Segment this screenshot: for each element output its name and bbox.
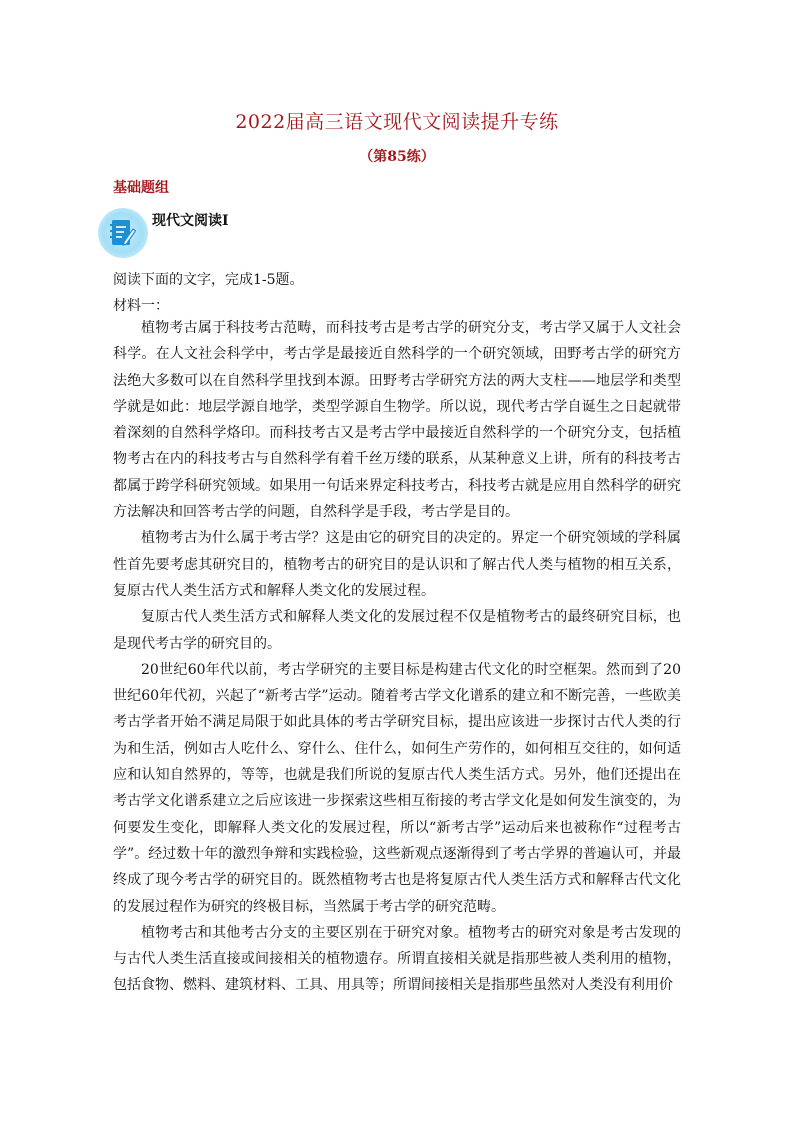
section-heading: 基础题组 [113, 180, 169, 196]
notebook-pen-icon [98, 208, 148, 258]
reading-section-label: 现代文阅读Ⅰ [152, 213, 229, 229]
paragraph: 植物考古属于科技考古范畴，而科技考古是考古学的研究分支，考古学又属于人文社会科学。在人文社会科学中，考古学是最接近自然科学的一个研究领域，田野考古学的研究方法绝大多数可以在自然科学里找到本源。田野考古学研究方法的两大支柱——地层学和类型学就是如此：地层学源自地学，类型学源自生物学。所以说，现代考古学自诞生之日起就带着深刻的自然科学烙印。而科技考古又是考古学中最接近自然科学的一个研究分支，包括植物考古在内的科技考古与自然科学有着千丝万缕的联系，从某种意义上讲，所有的科技考古都属于跨学科研究领域。如果用一句话来界定科技考古，科技考古就是应用自然科学的研究方法解决和回答考古学的问题，自然科学是手段，考古学是目的。 [113, 320, 681, 521]
page-title: 2022届高三语文现代文阅读提升专练 [235, 111, 559, 133]
page-subtitle: （第85练） [359, 149, 435, 165]
paragraph: 复原古代人类生活方式和解释人类文化的发展过程不仅是植物考古的最终研究目标，也是现代考古学的研究目的。 [113, 609, 681, 652]
paragraph: 植物考古和其他考古分支的主要区别在于研究对象。植物考古的研究对象是考古发现的与古代人类生活直接或间接相关的植物遗存。所谓直接相关就是指那些被人类利用的植物，包括食物、燃料、建筑材料、工具、用具等；所谓间接相关是指那些虽然对人类没有利用价 [113, 924, 681, 994]
passage-body [113, 315, 681, 999]
paragraph: 植物考古为什么属于考古学？这是由它的研究目的决定的。界定一个研究领域的学科属性首先要考虑其研究目的，植物考古的研究目的是认识和了解古代人类与植物的相互关系，复原古代人类生活方式和解释人类文化的发展过程。 [113, 530, 681, 599]
instruction-text: 阅读下面的文字，完成1-5题。 [113, 272, 304, 288]
paragraph: 20世纪60年代以前，考古学研究的主要目标是构建古代文化的时空框架。然而到了20世纪60年代初，兴起了“新考古学”运动。随着考古学文化谱系的建立和不断完善，一些欧美考古学者开始不满足局限于如此具体的考古学研究目标，提出应该进一步探讨古代人类的行为和生活，例如古人吃什么、穿什么、住什么，如何生产劳作的，如何相互交往的，如何适应和认知自然界的，等等，也就是我们所说的复原古代人类生活方式。另外，他们还提出在考古学文化谱系建立之后应该进一步探索这些相互衔接的考古学文化是如何发生演变的，为何要发生变化，即解释人类文化的发展过程，所以“新考古学”运动后来也被称作“过程考古学”。经过数十年的激烈争辩和实践检验，这些新观点逐渐得到了考古学界的普遍认可，并最终成了现今考古学的研究目的。既然植物考古也是将复原古代人类生活方式和解释古代文化的发展过程作为研究的终极目标，当然属于考古学的研究范畴。 [113, 661, 681, 915]
material-label: 材料一： [113, 298, 169, 314]
